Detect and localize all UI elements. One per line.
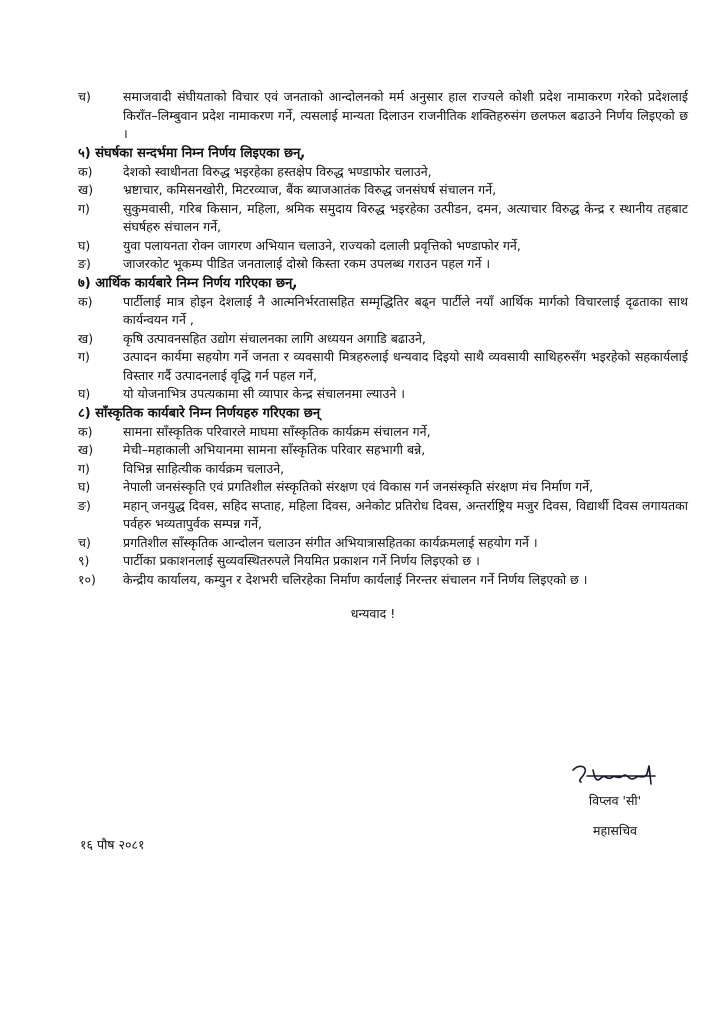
item-marker: च) [78, 534, 91, 550]
list-item [78, 460, 688, 479]
list-item [78, 552, 688, 571]
item-marker: घ) [78, 237, 91, 253]
item-text: महान् जनयुद्ध दिवस, सहिद सप्ताह, महिला दिवस, अनेकोट प्रतिरोध दिवस, अन्तर्राष्ट्रिय मजुर दिवस, विद्यार्थी दिवस लगायतका पर्वहरु भव्यतापुर्वक सम्पन्न गर्ने, [123, 497, 688, 531]
document-content [78, 88, 688, 622]
item-marker: क) [78, 163, 93, 179]
document-date: १६ पौष २०८१ [80, 837, 145, 852]
list-item [78, 200, 688, 237]
item-text: भ्रष्टाचार, कमिसनखोरी, मिटरव्याज, बैंक ब्याजआतंक विरुद्ध जनसंघर्ष संचालन गर्ने, [123, 182, 497, 197]
item-marker: ख) [78, 182, 94, 197]
item-marker: ग) [78, 349, 90, 364]
item-text: समाजवादी संघीयताको विचार एवं जनताको आन्दोलनको मर्म अनुसार हाल राज्यले कोशी प्रदेश नामाकरण गरेको प्रदेशलाई किराँत–लिम्बुवान प्रदेश नामाकरण गर्ने, त्यसलाई मान्यता दिलाउन राजनीतिक शक्तिहरुसंग छलफल बढाउने निर्णय लिइएको छ । [123, 89, 688, 141]
list-item [78, 293, 688, 330]
list-item [78, 385, 688, 404]
item-text: उत्पादन कार्यमा सहयोग गर्ने जनता र व्यवसायी मित्रहरुलाई धन्यवाद दिइयो साथै व्यवसायी साथिहरुसँग भइरहेको सहकार्यलाई विस्तार गर्दै उत्पादनलाई वृद्धि गर्न पहल गर्ने, [123, 349, 688, 383]
item-text: युवा पलायनता रोक्न जागरण अभियान चलाउने, राज्यको दलाली प्रवृत्तिको भण्डाफोर गर्ने, [123, 237, 521, 253]
list-item [78, 88, 688, 144]
item-text: प्रगतिशील साँस्कृतिक आन्दोलन चलाउन संगीत अभियात्रासहितका कार्यक्रमलाई सहयोग गर्ने । [123, 534, 538, 550]
item-text: पार्टीलाई मात्र होइन देशलाई नै आत्मनिर्भरतासहित सम्मृद्धितिर बढ्न पार्टीले नयाँ आर्थिक मार्गको विचारलाई दृढताका साथ कार्यन्वयन गर्ने , [123, 293, 688, 327]
item-text: सामना साँस्कृतिक परिवारले माघमा साँस्कृतिक कार्यक्रम संचालन गर्ने, [123, 423, 431, 439]
item-text: जाजरकोट भूकम्प पीडित जनतालाई दोस्रो किस्ता रकम उपलब्ध गराउन पहल गर्ने । [123, 256, 491, 271]
item-marker: घ) [78, 479, 91, 494]
list-item [78, 181, 688, 200]
item-marker: घ) [78, 386, 91, 401]
item-marker: ख) [78, 330, 94, 346]
item-text: केन्द्रीय कार्यालय, कम्युन र देशभरी चलिरहेका निर्माण कार्यलाई निरन्तर संचालन गर्ने निर्णय लिइएको छ । [123, 571, 588, 587]
item-text: देशको स्वाधीनता विरुद्ध भइरहेका हस्तक्षेप विरुद्ध भण्डाफोर चलाउने, [123, 163, 432, 179]
list-item [78, 478, 688, 497]
item-text: विभिन्न साहित्यीक कार्यक्रम चलाउने, [123, 460, 285, 476]
list-item [78, 571, 688, 590]
section-heading-economic: ७) आर्थिक कार्यबारे निम्न निर्णय गरिएका छन्, [78, 275, 298, 291]
item-marker: क) [78, 293, 93, 309]
item-text: पार्टीका प्रकाशनलाई सुव्यवस्थितरुपले नियमित प्रकाशन गर्ने निर्णय लिइएको छ । [123, 553, 480, 568]
item-marker: ख) [78, 442, 94, 457]
list-item [78, 348, 688, 385]
thanks-text: धन्यवाद ! [350, 606, 396, 621]
item-marker: ग) [78, 460, 90, 476]
item-marker: ग) [78, 200, 90, 216]
list-item [78, 237, 688, 256]
list-item [78, 330, 688, 349]
item-marker: ९) [78, 553, 90, 568]
item-marker: ङ) [78, 497, 91, 513]
signatory-title: महासचिव [593, 823, 637, 838]
item-text: नेपाली जनसंस्कृति एवं प्रगतिशील संस्कृतिको संरक्षण एवं विकास गर्न जनसंस्कृति संरक्षण मंच निर्माण गर्ने, [123, 479, 594, 494]
item-marker: १०) [78, 571, 96, 587]
item-text: मेची–महाकाली अभियानमा सामना साँस्कृतिक परिवार सहभागी बन्ने, [123, 442, 426, 457]
list-item [78, 163, 688, 182]
item-text: कृषि उत्पावनसहित उद्योग संचालनका लागि अध्ययन अगाडि बढाउने, [123, 330, 426, 346]
item-marker: क) [78, 423, 93, 439]
list-item [78, 255, 688, 274]
section-heading-cultural: ८) साँस्कृतिक कार्यबारे निम्न निर्णयहरु गरिएका छन् [78, 405, 321, 421]
section-heading-struggle: ५) संघर्षका सन्दर्भमा निम्न निर्णय लिइएका छन्, [78, 145, 306, 161]
signatory-name: विप्लव 'सी' [588, 793, 642, 808]
list-item [78, 441, 688, 460]
list-item [78, 534, 688, 553]
item-text: यो योजनाभित्र उपत्यकामा सी व्यापार केन्द्र संचालनमा ल्याउने । [123, 386, 405, 401]
item-text: सुकुमवासी, गरिब किसान, महिला, श्रमिक समुदाय विरुद्ध भइरहेका उत्पीडन, दमन, अत्याचार विरुद्ध केन्द्र र स्थानीय तहबाट संघर्षहरु संचालन गर्ने, [123, 200, 688, 234]
signature-image [565, 762, 665, 790]
list-item [78, 497, 688, 534]
signature-block [560, 762, 670, 840]
list-item [78, 423, 688, 442]
item-marker: च) [78, 89, 91, 104]
item-marker: ङ) [78, 256, 91, 271]
